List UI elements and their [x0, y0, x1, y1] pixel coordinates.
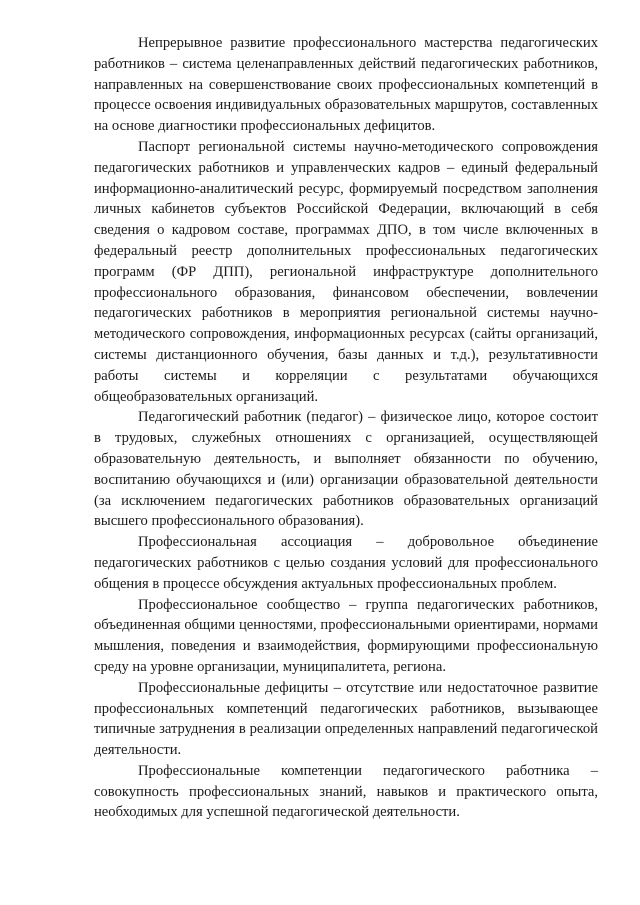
paragraph-professional-deficits: Профессиональные дефициты – отсутствие или недостаточное развитие профессиональных компетенций педагогических работников, вызывающее типичные затруднения в реализации определенных направлений педагогической деятельности. — [94, 679, 598, 759]
paragraph-professional-association: Профессиональная ассоциация – добровольное объединение педагогических работников с целью создания условий для профессионального общения в процессе обсуждения актуальных профессиональных проблем. — [94, 534, 598, 592]
paragraph-professional-competencies: Профессиональные компетенции педагогического работника – совокупность профессиональных знаний, навыков и практического опыта, необходимых для успешной педагогической деятельности. — [94, 762, 598, 821]
paragraph-professional-community: Профессиональное сообщество – группа педагогических работников, объединенная общими ценностями, профессиональными ориентирами, нормами мышления, поведения и взаимодействия, формирующими профессиональную среду на уровне организации, муниципалитета, региона. — [94, 596, 598, 675]
paragraph-regional-system-passport: Паспорт региональной системы научно-методического сопровождения педагогических работников и управленческих кадров – единый федеральный информационно-аналитический ресурс, формируемый посредством заполнения личных кабинетов субъектов Российской Федерации, включающий в себя сведения о кадровом составе, программах ДПО, в том числе включенных в федеральный реестр дополнительных профессиональных педагогических программ (ФР ДПП), региональной инфраструктуре дополнительного профессионального образования, финансовом обеспечении, вовлечении педагогических работников в мероприятия региональной системы научно-методического сопровождения, информационных ресурсах (сайты организаций, системы дистанционного обучения, базы данных и т.д.), результативности работы системы и корреляции с результатами обучающихся общеобразовательных организаций. — [94, 138, 598, 405]
paragraph-continuous-development: Непрерывное развитие профессионального мастерства педагогических работников – система целенаправленных действий педагогических работников, направленных на совершенствование своих профессиональных компетенций в процессе освоения индивидуальных образовательных маршрутов, составленных на основе диагностики профессиональных дефицитов. — [94, 35, 598, 135]
paragraph-pedagogical-worker: Педагогический работник (педагог) – физическое лицо, которое состоит в трудовых, служебных отношениях с организацией, осуществляющей образовательную деятельность, и выполняет обязанности по обучению, воспитанию обучающихся и (или) организации образовательной деятельности (за исключением педагогических работников образовательных организаций высшего профессионального образования). — [94, 409, 598, 530]
document-page — [94, 33, 598, 823]
